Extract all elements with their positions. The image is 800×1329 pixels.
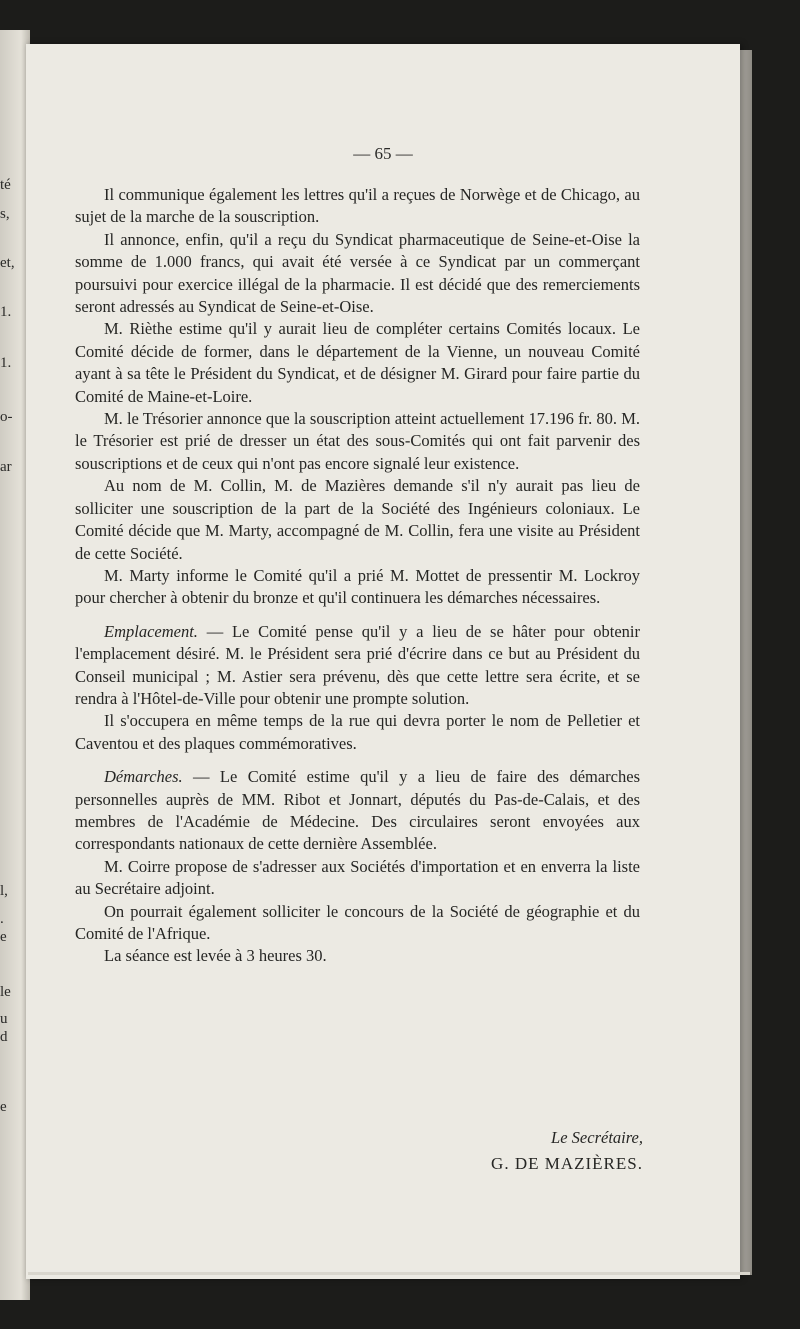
signature-title: Le Secrétaire, bbox=[551, 1128, 643, 1147]
adjacent-page-text-fragment: u bbox=[0, 1011, 8, 1027]
paragraph: On pourrait également solliciter le concours de la Société de géographie et du Comité de l'Afrique. bbox=[75, 901, 640, 943]
paragraph: M. Rièthe estime qu'il y aurait lieu de compléter certains Comités locaux. Le Comité décide de former, dans le département de la Vienne, un nouveau Comité ayant à sa tête le Président du Syndicat, et de désigner M. Girard pour faire partie du Comité de Maine-et-Loire. bbox=[75, 319, 640, 406]
paragraph: Il communique également les lettres qu'il a reçues de Norwège et de Chicago, au sujet de la marche de la souscription. bbox=[75, 185, 640, 227]
page-thickness-edge bbox=[738, 50, 752, 1275]
paragraph: La séance est levée à 3 heures 30. bbox=[104, 946, 327, 966]
paragraph: M. Marty informe le Comité qu'il a prié M. Mottet de pressentir M. Lockroy pour chercher à obtenir du bronze et qu'il continuera les démarches nécessaires. bbox=[75, 565, 640, 608]
signature-name: G. DE MAZIÈRES. bbox=[491, 1154, 643, 1173]
body-text bbox=[75, 184, 640, 968]
adjacent-page-text-fragment: et, bbox=[0, 255, 15, 271]
section-heading: Emplacement. bbox=[104, 621, 198, 641]
adjacent-page-text-fragment: s, bbox=[0, 206, 10, 222]
paragraph-emplacement: Emplacement. — Le Comité pense qu'il y a lieu de se hâter pour obtenir l'emplacement désiré. M. le Président sera prié d'écrire dans ce but au Président du Conseil municipal ; M. Astier sera prévenu, dès que cette lettre sera écrite, et se rendra à l'Hôtel-de-Ville pour obtenir une prompte solution. bbox=[75, 621, 640, 708]
adjacent-page-text-fragment: 1. bbox=[0, 355, 12, 371]
adjacent-page-text-fragment: e bbox=[0, 929, 7, 945]
adjacent-page-text-fragment: 1. bbox=[0, 304, 12, 320]
paragraph-demarches: Démarches. — Le Comité estime qu'il y a lieu de faire des démarches personnelles auprès de MM. Ribot et Jonnart, députés du Pas-de-Calais, et des membres de l'Académie de Médecine. Des circulaires seront envoyées aux correspondants nationaux de cette dernière Assemblée. bbox=[75, 767, 640, 854]
paragraph: Au nom de M. Collin, M. de Mazières demande s'il n'y aurait pas lieu de solliciter une souscription de la part de la Société des Ingénieurs coloniaux. Le Comité décide que M. Marty, accompagné de M. Collin, fera une visite au Président de cette Société. bbox=[75, 476, 640, 563]
paragraph: Il s'occupera en même temps de la rue qui devra porter le nom de Pelletier et Caventou et des plaques commémoratives. bbox=[75, 711, 640, 753]
adjacent-page-text-fragment: . bbox=[0, 911, 4, 927]
adjacent-page-text-fragment: l, bbox=[0, 883, 8, 899]
adjacent-page-text-fragment: té bbox=[0, 177, 11, 193]
section-heading: Démarches. bbox=[104, 767, 183, 787]
page-number: — 65 — bbox=[353, 144, 413, 163]
page-bottom-edge bbox=[28, 1272, 750, 1275]
paragraph: M. Coirre propose de s'adresser aux Sociétés d'importation et en enverra la liste au Secrétaire adjoint. bbox=[75, 856, 640, 899]
adjacent-page-text-fragment: o- bbox=[0, 409, 13, 425]
adjacent-page-text-fragment: le bbox=[0, 984, 11, 1000]
adjacent-page-text-fragment: d bbox=[0, 1029, 8, 1045]
adjacent-page-text-fragment: ar bbox=[0, 459, 12, 475]
paragraph: Il annonce, enfin, qu'il a reçu du Syndicat pharmaceutique de Seine-et-Oise la somme de 1.000 francs, qui avait été versée à ce Syndicat par un commerçant poursuivi pour exercice illégal de la pharmacie. Il est décidé que des remerciements seront adressés au Syndicat de Seine-et-Oise. bbox=[75, 229, 640, 317]
document-page bbox=[26, 44, 740, 1279]
paragraph: M. le Trésorier annonce que la souscription atteint actuellement 17.196 fr. 80. M. le Trésorier est prié de dresser un état des sous-Comités qui ont fait parvenir des souscriptions et de ceux qui n'ont pas encore signalé leur existence. bbox=[75, 409, 640, 473]
adjacent-page-text-fragment: e bbox=[0, 1099, 7, 1115]
